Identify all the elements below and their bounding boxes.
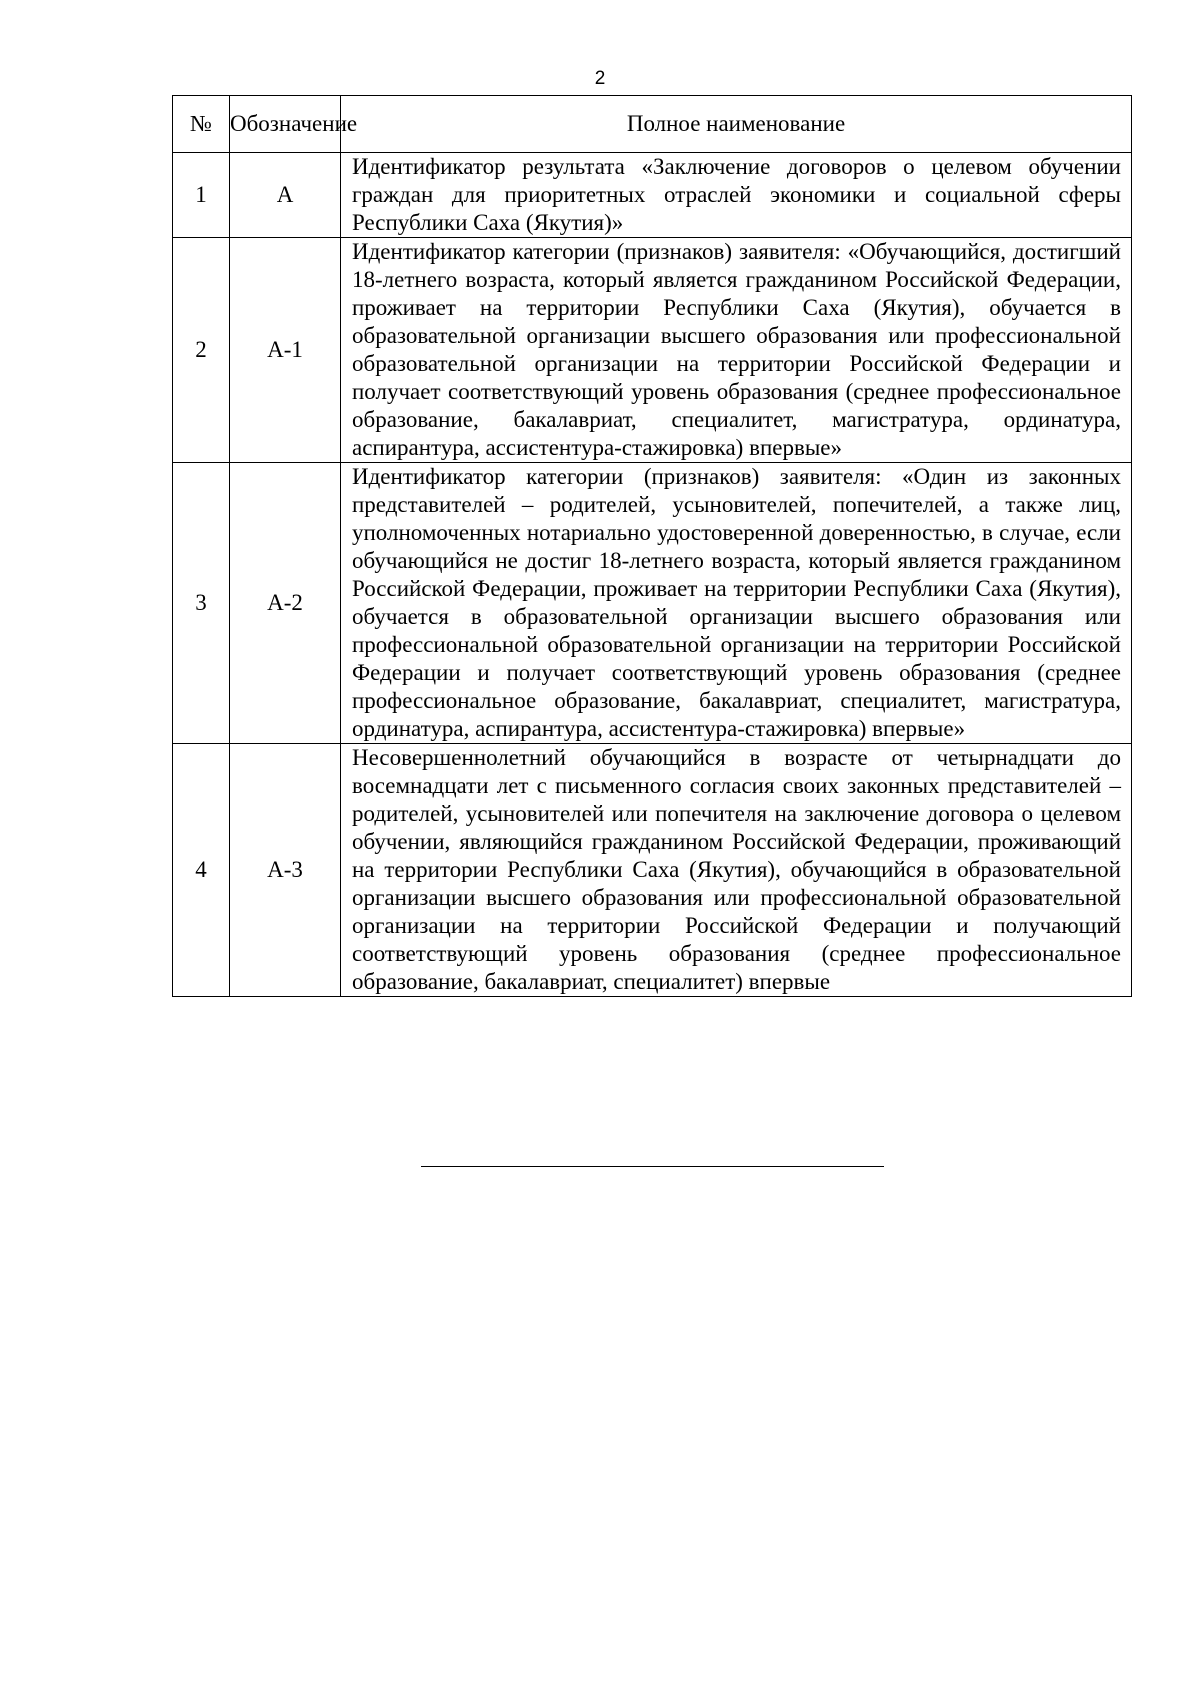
- table-row: [173, 238, 1132, 463]
- row-designation: А-3: [230, 744, 341, 997]
- row-full-name: Идентификатор категории (признаков) заявителя: «Один из законных представителей – родителей, усыновителей, попечителей, а также лиц, уполномоченных нотариально удостоверенной доверенностью, в случае, если обучающийся не достиг 18-летнего возраста, который является гражданином Российской Федерации, проживает на территории Республики Саха (Якутия), обучается в образовательной организации высшего образования или профессиональной образовательной организации на территории Российской Федерации и получает соответствующий уровень образования (среднее профессиональное образование, бакалавриат, специалитет, магистратура, ординатура, аспирантура, ассистентура-стажировка) впервые»: [341, 463, 1132, 744]
- page-number: 2: [594, 68, 606, 89]
- row-full-name: Несовершеннолетний обучающийся в возрасте от четырнадцати до восемнадцати лет с письменного согласия своих законных представителей – родителей, усыновителей или попечителя на заключение договора о целевом обучении, являющийся гражданином Российской Федерации, проживающий на территории Республики Саха (Якутия), обучающийся в образовательной организации высшего образования или профессиональной образовательной организации на территории Российской Федерации и получающий соответствующий уровень образования (среднее профессиональное образование, бакалавриат, специалитет) впервые: [341, 744, 1132, 997]
- table-row: [173, 744, 1132, 997]
- row-designation: А: [230, 153, 341, 238]
- header-full-name: Полное наименование: [341, 96, 1132, 153]
- row-number: 1: [173, 153, 230, 238]
- row-designation: А-2: [230, 463, 341, 744]
- table-row: [173, 153, 1132, 238]
- row-number: 2: [173, 238, 230, 463]
- row-designation: А-1: [230, 238, 341, 463]
- table-row: [173, 463, 1132, 744]
- header-number: №: [173, 96, 230, 153]
- row-number: 4: [173, 744, 230, 997]
- table-header-row: [173, 96, 1132, 153]
- row-number: 3: [173, 463, 230, 744]
- row-full-name: Идентификатор результата «Заключение договоров о целевом обучении граждан для приоритетных отраслей экономики и социальной сферы Республики Саха (Якутия)»: [341, 153, 1132, 238]
- row-full-name: Идентификатор категории (признаков) заявителя: «Обучающийся, достигший 18-летнего возраста, который является гражданином Российской Федерации, проживает на территории Республики Саха (Якутия), обучается в образовательной организации высшего образования или профессиональной образовательной организации на территории Российской Федерации и получает соответствующий уровень образования (среднее профессиональное образование, бакалавриат, специалитет, магистратура, ординатура, аспирантура, ассистентура-стажировка) впервые»: [341, 238, 1132, 463]
- designations-table: [172, 95, 1132, 997]
- closing-divider: [421, 1166, 884, 1167]
- header-designation: Обозначение: [230, 96, 341, 153]
